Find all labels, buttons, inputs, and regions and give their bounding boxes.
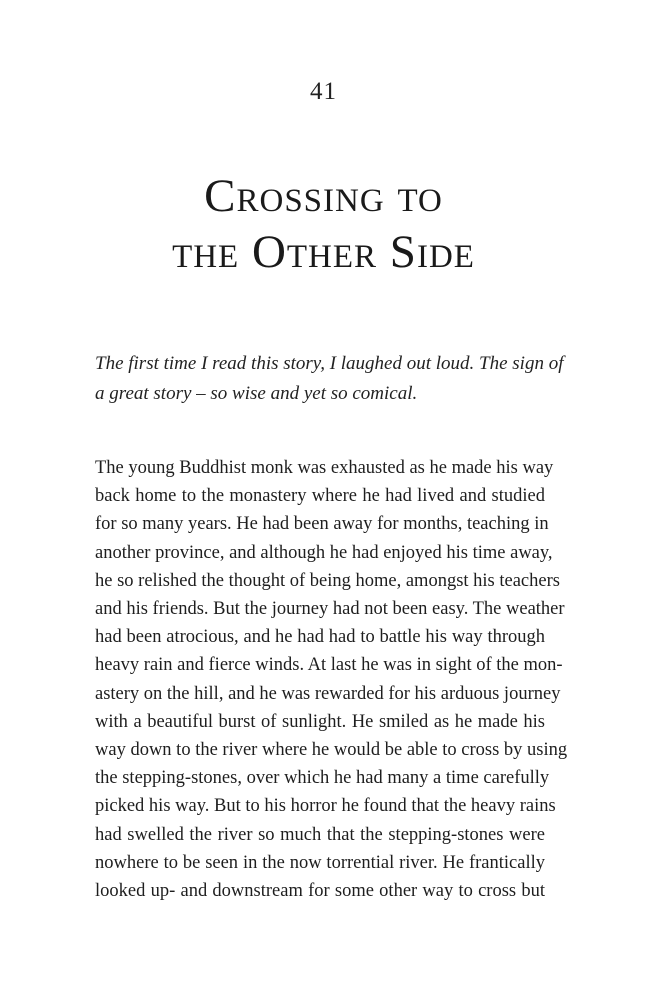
body-line: had been atrocious, and he had had to battle his way through xyxy=(95,627,545,648)
chapter-title-line-1: Crossing to xyxy=(204,170,443,222)
body-line: back home to the monastery where he had lived and studied xyxy=(95,486,545,507)
body-line: The young Buddhist monk was exhausted as he made his way xyxy=(95,458,554,478)
body-line: astery on the hill, and he was rewarded for his arduous journey xyxy=(95,683,561,704)
body-text xyxy=(95,454,568,905)
body-line: nowhere to be seen in the now torrential river. He frantically xyxy=(95,852,545,873)
body-line: heavy rain and fierce winds. At last he was in sight of the mon- xyxy=(95,655,563,676)
epigraph: The first time I read this story, I laughed out loud. The sign of a great story – so wise and yet so comical. xyxy=(95,353,564,404)
body-line: with a beautiful burst of sunlight. He smiled as he made his xyxy=(95,711,545,732)
body-line: had swelled the river so much that the stepping-stones were xyxy=(95,824,545,845)
body-line: he so relished the thought of being home, amongst his teachers xyxy=(95,570,560,591)
chapter-title-line-2: the Other Side xyxy=(172,226,475,278)
page-number: 41 xyxy=(310,78,337,105)
body-line: looked up- and downstream for some other way to cross but xyxy=(95,881,545,902)
chapter-title xyxy=(0,168,647,280)
body-line: the stepping-stones, over which he had many a time carefully xyxy=(95,768,550,789)
body-line: and his friends. But the journey had not been easy. The weather xyxy=(95,599,565,620)
body-line: way down to the river where he would be able to cross by using xyxy=(95,740,568,761)
body-line: another province, and although he had enjoyed his time away, xyxy=(95,542,553,563)
body-line: for so many years. He had been away for months, teaching in xyxy=(95,514,549,535)
body-line: picked his way. But to his horror he found that the heavy rains xyxy=(95,796,556,817)
